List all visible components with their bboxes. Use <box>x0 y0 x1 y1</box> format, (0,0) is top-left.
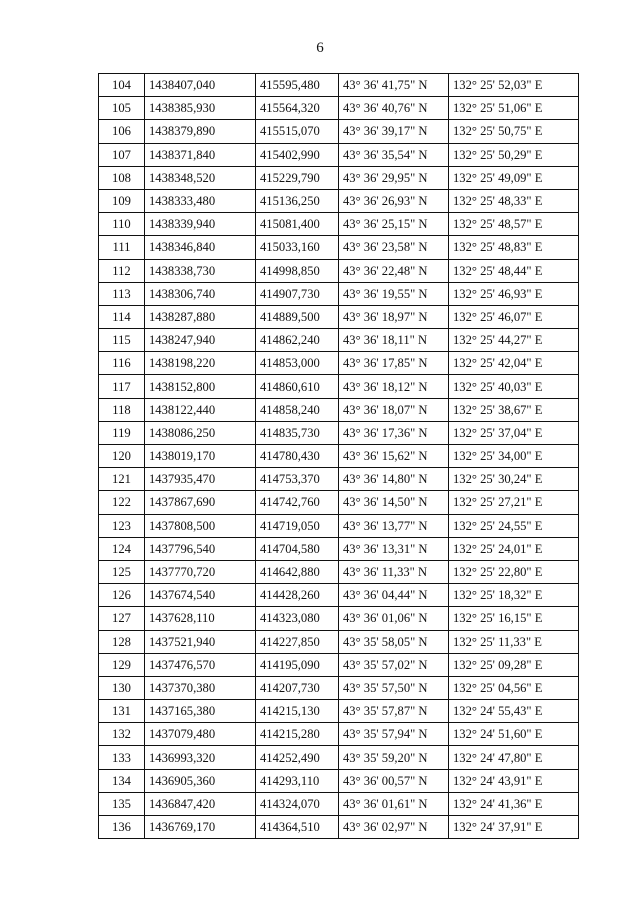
latitude-cell: 43° 36' 00,57" N <box>339 769 449 792</box>
longitude-cell: 132° 25' 24,55" E <box>449 514 579 537</box>
point-number-cell: 108 <box>99 166 145 189</box>
y-coordinate-cell: 414195,090 <box>256 653 339 676</box>
latitude-cell: 43° 35' 59,20" N <box>339 746 449 769</box>
table-row <box>99 259 579 282</box>
point-number-cell: 112 <box>99 259 145 282</box>
y-coordinate-cell: 414215,130 <box>256 700 339 723</box>
point-number-cell: 120 <box>99 445 145 468</box>
latitude-cell: 43° 36' 29,95" N <box>339 166 449 189</box>
table-row <box>99 236 579 259</box>
x-coordinate-cell: 1438339,940 <box>145 213 256 236</box>
table-row <box>99 537 579 560</box>
x-coordinate-cell: 1438385,930 <box>145 97 256 120</box>
latitude-cell: 43° 36' 35,54" N <box>339 143 449 166</box>
table-row <box>99 421 579 444</box>
y-coordinate-cell: 414428,260 <box>256 584 339 607</box>
y-coordinate-cell: 414207,730 <box>256 676 339 699</box>
table-row <box>99 560 579 583</box>
x-coordinate-cell: 1436847,420 <box>145 792 256 815</box>
y-coordinate-cell: 415515,070 <box>256 120 339 143</box>
longitude-cell: 132° 25' 44,27" E <box>449 329 579 352</box>
y-coordinate-cell: 414704,580 <box>256 537 339 560</box>
latitude-cell: 43° 36' 13,31" N <box>339 537 449 560</box>
point-number-cell: 110 <box>99 213 145 236</box>
longitude-cell: 132° 25' 34,00" E <box>449 445 579 468</box>
table-row <box>99 120 579 143</box>
longitude-cell: 132° 24' 37,91" E <box>449 816 579 839</box>
latitude-cell: 43° 36' 01,61" N <box>339 792 449 815</box>
point-number-cell: 107 <box>99 143 145 166</box>
point-number-cell: 125 <box>99 560 145 583</box>
table-row <box>99 746 579 769</box>
latitude-cell: 43° 36' 18,11" N <box>339 329 449 352</box>
y-coordinate-cell: 414907,730 <box>256 282 339 305</box>
x-coordinate-cell: 1437808,500 <box>145 514 256 537</box>
point-number-cell: 114 <box>99 305 145 328</box>
y-coordinate-cell: 414862,240 <box>256 329 339 352</box>
point-number-cell: 122 <box>99 491 145 514</box>
point-number-cell: 105 <box>99 97 145 120</box>
longitude-cell: 132° 25' 30,24" E <box>449 468 579 491</box>
latitude-cell: 43° 36' 23,58" N <box>339 236 449 259</box>
longitude-cell: 132° 24' 51,60" E <box>449 723 579 746</box>
x-coordinate-cell: 1438407,040 <box>145 74 256 97</box>
x-coordinate-cell: 1437521,940 <box>145 630 256 653</box>
point-number-cell: 135 <box>99 792 145 815</box>
longitude-cell: 132° 25' 50,29" E <box>449 143 579 166</box>
x-coordinate-cell: 1437935,470 <box>145 468 256 491</box>
x-coordinate-cell: 1438333,480 <box>145 189 256 212</box>
point-number-cell: 109 <box>99 189 145 212</box>
x-coordinate-cell: 1437079,480 <box>145 723 256 746</box>
latitude-cell: 43° 36' 26,93" N <box>339 189 449 212</box>
table-row <box>99 97 579 120</box>
latitude-cell: 43° 36' 25,15" N <box>339 213 449 236</box>
point-number-cell: 133 <box>99 746 145 769</box>
longitude-cell: 132° 24' 41,36" E <box>449 792 579 815</box>
table-row <box>99 723 579 746</box>
table-row <box>99 700 579 723</box>
x-coordinate-cell: 1438306,740 <box>145 282 256 305</box>
longitude-cell: 132° 25' 38,67" E <box>449 398 579 421</box>
latitude-cell: 43° 35' 57,50" N <box>339 676 449 699</box>
x-coordinate-cell: 1438247,940 <box>145 329 256 352</box>
latitude-cell: 43° 36' 22,48" N <box>339 259 449 282</box>
latitude-cell: 43° 36' 02,97" N <box>339 816 449 839</box>
y-coordinate-cell: 414364,510 <box>256 816 339 839</box>
longitude-cell: 132° 25' 48,57" E <box>449 213 579 236</box>
table-row <box>99 305 579 328</box>
longitude-cell: 132° 25' 48,83" E <box>449 236 579 259</box>
longitude-cell: 132° 24' 47,80" E <box>449 746 579 769</box>
y-coordinate-cell: 414642,880 <box>256 560 339 583</box>
table-row <box>99 213 579 236</box>
x-coordinate-cell: 1437770,720 <box>145 560 256 583</box>
x-coordinate-cell: 1437165,380 <box>145 700 256 723</box>
x-coordinate-cell: 1437796,540 <box>145 537 256 560</box>
latitude-cell: 43° 36' 18,12" N <box>339 375 449 398</box>
latitude-cell: 43° 36' 18,97" N <box>339 305 449 328</box>
x-coordinate-cell: 1437476,570 <box>145 653 256 676</box>
longitude-cell: 132° 25' 42,04" E <box>449 352 579 375</box>
table-row <box>99 375 579 398</box>
y-coordinate-cell: 415081,400 <box>256 213 339 236</box>
y-coordinate-cell: 414853,000 <box>256 352 339 375</box>
latitude-cell: 43° 36' 39,17" N <box>339 120 449 143</box>
x-coordinate-cell: 1438086,250 <box>145 421 256 444</box>
longitude-cell: 132° 25' 48,44" E <box>449 259 579 282</box>
y-coordinate-cell: 414835,730 <box>256 421 339 444</box>
table-row <box>99 816 579 839</box>
y-coordinate-cell: 414227,850 <box>256 630 339 653</box>
x-coordinate-cell: 1436769,170 <box>145 816 256 839</box>
y-coordinate-cell: 415033,160 <box>256 236 339 259</box>
point-number-cell: 113 <box>99 282 145 305</box>
x-coordinate-cell: 1437370,380 <box>145 676 256 699</box>
x-coordinate-cell: 1438152,800 <box>145 375 256 398</box>
table-row <box>99 514 579 537</box>
latitude-cell: 43° 36' 14,50" N <box>339 491 449 514</box>
longitude-cell: 132° 25' 50,75" E <box>449 120 579 143</box>
latitude-cell: 43° 36' 11,33" N <box>339 560 449 583</box>
point-number-cell: 115 <box>99 329 145 352</box>
point-number-cell: 117 <box>99 375 145 398</box>
latitude-cell: 43° 35' 57,94" N <box>339 723 449 746</box>
x-coordinate-cell: 1438019,170 <box>145 445 256 468</box>
table-row <box>99 445 579 468</box>
x-coordinate-cell: 1437867,690 <box>145 491 256 514</box>
table-row <box>99 189 579 212</box>
latitude-cell: 43° 36' 13,77" N <box>339 514 449 537</box>
point-number-cell: 126 <box>99 584 145 607</box>
y-coordinate-cell: 415595,480 <box>256 74 339 97</box>
point-number-cell: 131 <box>99 700 145 723</box>
point-number-cell: 134 <box>99 769 145 792</box>
longitude-cell: 132° 25' 27,21" E <box>449 491 579 514</box>
y-coordinate-cell: 414998,850 <box>256 259 339 282</box>
y-coordinate-cell: 414742,760 <box>256 491 339 514</box>
point-number-cell: 116 <box>99 352 145 375</box>
longitude-cell: 132° 25' 04,56" E <box>449 676 579 699</box>
table-row <box>99 769 579 792</box>
longitude-cell: 132° 25' 48,33" E <box>449 189 579 212</box>
point-number-cell: 132 <box>99 723 145 746</box>
x-coordinate-cell: 1438122,440 <box>145 398 256 421</box>
latitude-cell: 43° 36' 41,75" N <box>339 74 449 97</box>
y-coordinate-cell: 414215,280 <box>256 723 339 746</box>
table-row <box>99 398 579 421</box>
point-number-cell: 136 <box>99 816 145 839</box>
longitude-cell: 132° 25' 18,32" E <box>449 584 579 607</box>
page-number: 6 <box>316 40 324 56</box>
longitude-cell: 132° 24' 55,43" E <box>449 700 579 723</box>
longitude-cell: 132° 25' 40,03" E <box>449 375 579 398</box>
longitude-cell: 132° 25' 46,93" E <box>449 282 579 305</box>
x-coordinate-cell: 1438379,890 <box>145 120 256 143</box>
y-coordinate-cell: 414753,370 <box>256 468 339 491</box>
latitude-cell: 43° 36' 40,76" N <box>339 97 449 120</box>
longitude-cell: 132° 24' 43,91" E <box>449 769 579 792</box>
x-coordinate-cell: 1438371,840 <box>145 143 256 166</box>
x-coordinate-cell: 1437628,110 <box>145 607 256 630</box>
table-row <box>99 143 579 166</box>
y-coordinate-cell: 414293,110 <box>256 769 339 792</box>
longitude-cell: 132° 25' 51,06" E <box>449 97 579 120</box>
y-coordinate-cell: 414889,500 <box>256 305 339 328</box>
table-row <box>99 74 579 97</box>
point-number-cell: 123 <box>99 514 145 537</box>
latitude-cell: 43° 36' 04,44" N <box>339 584 449 607</box>
table-row <box>99 282 579 305</box>
x-coordinate-cell: 1437674,540 <box>145 584 256 607</box>
x-coordinate-cell: 1436993,320 <box>145 746 256 769</box>
point-number-cell: 121 <box>99 468 145 491</box>
coordinates-table-body <box>99 74 579 839</box>
point-number-cell: 129 <box>99 653 145 676</box>
longitude-cell: 132° 25' 09,28" E <box>449 653 579 676</box>
point-number-cell: 106 <box>99 120 145 143</box>
point-number-cell: 124 <box>99 537 145 560</box>
latitude-cell: 43° 35' 57,87" N <box>339 700 449 723</box>
point-number-cell: 104 <box>99 74 145 97</box>
y-coordinate-cell: 414324,070 <box>256 792 339 815</box>
y-coordinate-cell: 415229,790 <box>256 166 339 189</box>
latitude-cell: 43° 35' 57,02" N <box>339 653 449 676</box>
table-row <box>99 653 579 676</box>
x-coordinate-cell: 1438198,220 <box>145 352 256 375</box>
table-row <box>99 607 579 630</box>
table-row <box>99 468 579 491</box>
latitude-cell: 43° 36' 01,06" N <box>339 607 449 630</box>
longitude-cell: 132° 25' 52,03" E <box>449 74 579 97</box>
x-coordinate-cell: 1438346,840 <box>145 236 256 259</box>
table-row <box>99 166 579 189</box>
longitude-cell: 132° 25' 16,15" E <box>449 607 579 630</box>
y-coordinate-cell: 415564,320 <box>256 97 339 120</box>
table-row <box>99 352 579 375</box>
table-row <box>99 584 579 607</box>
point-number-cell: 130 <box>99 676 145 699</box>
latitude-cell: 43° 36' 19,55" N <box>339 282 449 305</box>
x-coordinate-cell: 1438348,520 <box>145 166 256 189</box>
y-coordinate-cell: 414780,430 <box>256 445 339 468</box>
latitude-cell: 43° 36' 14,80" N <box>339 468 449 491</box>
y-coordinate-cell: 414252,490 <box>256 746 339 769</box>
longitude-cell: 132° 25' 22,80" E <box>449 560 579 583</box>
longitude-cell: 132° 25' 49,09" E <box>449 166 579 189</box>
y-coordinate-cell: 415402,990 <box>256 143 339 166</box>
latitude-cell: 43° 36' 17,36" N <box>339 421 449 444</box>
x-coordinate-cell: 1436905,360 <box>145 769 256 792</box>
point-number-cell: 119 <box>99 421 145 444</box>
y-coordinate-cell: 414858,240 <box>256 398 339 421</box>
point-number-cell: 127 <box>99 607 145 630</box>
latitude-cell: 43° 35' 58,05" N <box>339 630 449 653</box>
x-coordinate-cell: 1438338,730 <box>145 259 256 282</box>
x-coordinate-cell: 1438287,880 <box>145 305 256 328</box>
y-coordinate-cell: 415136,250 <box>256 189 339 212</box>
point-number-cell: 118 <box>99 398 145 421</box>
table-row <box>99 676 579 699</box>
y-coordinate-cell: 414323,080 <box>256 607 339 630</box>
longitude-cell: 132° 25' 11,33" E <box>449 630 579 653</box>
latitude-cell: 43° 36' 17,85" N <box>339 352 449 375</box>
longitude-cell: 132° 25' 37,04" E <box>449 421 579 444</box>
latitude-cell: 43° 36' 15,62" N <box>339 445 449 468</box>
table-row <box>99 792 579 815</box>
latitude-cell: 43° 36' 18,07" N <box>339 398 449 421</box>
y-coordinate-cell: 414860,610 <box>256 375 339 398</box>
y-coordinate-cell: 414719,050 <box>256 514 339 537</box>
longitude-cell: 132° 25' 46,07" E <box>449 305 579 328</box>
table-row <box>99 329 579 352</box>
coordinates-table <box>98 73 579 839</box>
table-row <box>99 630 579 653</box>
point-number-cell: 128 <box>99 630 145 653</box>
point-number-cell: 111 <box>99 236 145 259</box>
longitude-cell: 132° 25' 24,01" E <box>449 537 579 560</box>
table-row <box>99 491 579 514</box>
